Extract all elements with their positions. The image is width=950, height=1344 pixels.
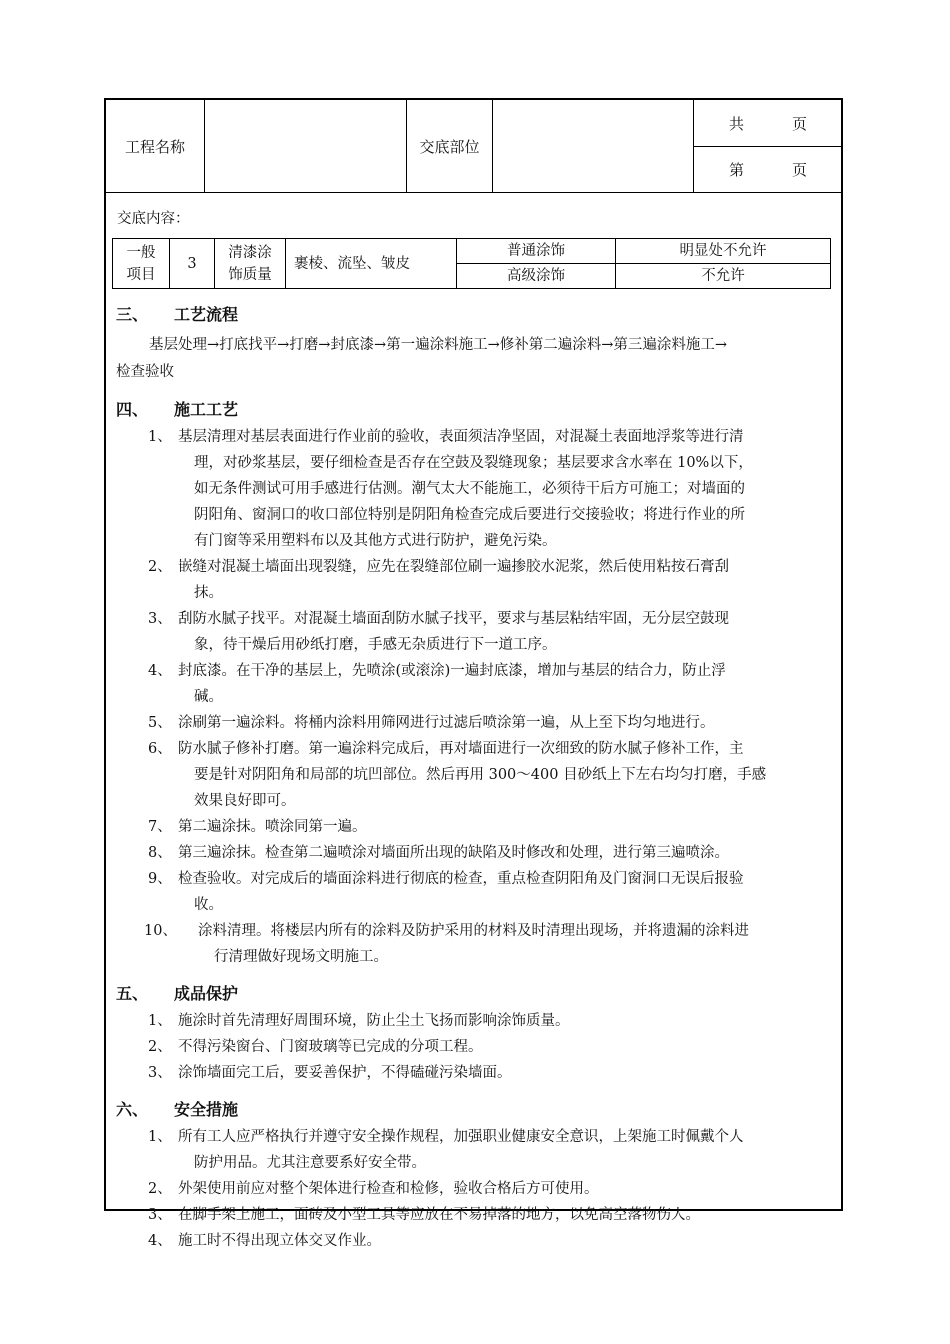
list-item-line: 防水腻子修补打磨。第一遍涂料完成后，再对墙面进行一次细致的防水腻子修补工作，主 — [178, 741, 744, 757]
list-item-line: 理，对砂浆基层，要仔细检查是否存在空鼓及裂缝现象；基层要求含水率在 10%以下， — [194, 455, 753, 471]
list-item-line: 抹。 — [194, 585, 223, 601]
list-item-text — [178, 710, 838, 736]
list-item-number: 2、 — [148, 1039, 172, 1055]
list-item — [116, 1228, 838, 1254]
list-item-line: 检查验收。对完成后的墙面涂料进行彻底的检查，重点检查阴阳角及门窗洞口无误后报验 — [178, 871, 744, 887]
list-item-text — [178, 1008, 838, 1034]
page-label-b: 页 — [792, 160, 808, 179]
list-item — [116, 554, 838, 606]
list-item-number: 3、 — [148, 1207, 172, 1223]
category-line-1: 一般 — [126, 244, 156, 261]
list-item — [116, 424, 838, 554]
grade-high-requirement: 不允许 — [616, 264, 831, 289]
list-item-number: 1、 — [148, 429, 172, 445]
product-protection-list — [116, 1008, 838, 1086]
list-item-number: 5、 — [148, 715, 172, 731]
list-item-line: 施工时不得出现立体交叉作业。 — [178, 1233, 381, 1249]
total-label-a: 共 — [728, 114, 744, 133]
section-6-number: 六、 — [116, 1100, 149, 1119]
list-item-line: 不得污染窗台、门窗玻璃等已完成的分项工程。 — [178, 1039, 483, 1055]
construction-steps-list — [116, 424, 838, 970]
list-item-line: 涂料清理。将楼层内所有的涂料及防护采用的材料及时清理出现场，并将遗漏的涂料进 — [198, 923, 749, 939]
list-item-text — [178, 1034, 838, 1060]
list-item-line: 如无条件测试可用手感进行估测。潮气太大不能施工，必须待干后方可施工；对墙面的 — [194, 481, 745, 497]
section-3-heading — [116, 301, 838, 329]
category-cell — [113, 239, 170, 289]
list-item-line: 要是针对阴阳角和局部的坑凹部位。然后再用 300～400 目砂纸上下左右均匀打磨，手感 — [194, 767, 767, 783]
safety-measures-list — [116, 1124, 838, 1254]
list-item-number: 6、 — [148, 741, 172, 757]
list-item-line: 第二遍涂抹。喷涂同第一遍。 — [178, 819, 367, 835]
list-item-line: 外架使用前应对整个架体进行检查和检修，验收合格后方可使用。 — [178, 1181, 599, 1197]
list-item-line: 嵌缝对混凝土墙面出现裂缝，应先在裂缝部位刷一遍掺胶水泥浆，然后使用粘按石膏刮 — [178, 559, 729, 575]
quality-item-table — [112, 238, 831, 289]
total-label-b: 页 — [792, 114, 808, 133]
section-5-number: 五、 — [116, 984, 149, 1003]
list-item-number: 9、 — [148, 871, 172, 887]
list-item-number: 3、 — [148, 611, 172, 627]
current-page — [693, 146, 843, 192]
location-label: 交底部位 — [407, 100, 493, 192]
list-item-text — [178, 1202, 838, 1228]
list-item-number: 3、 — [148, 1065, 172, 1081]
list-item-line: 收。 — [194, 897, 223, 913]
list-item — [116, 866, 838, 918]
list-item-number: 4、 — [148, 1233, 172, 1249]
content-label: 交底内容： — [117, 211, 190, 227]
list-item — [116, 606, 838, 658]
process-flow-line-1: 基层处理→打底找平→打磨→封底漆→第一遍涂料施工→修补第二遍涂料→第三遍涂料施工→ — [149, 337, 728, 353]
list-item — [116, 710, 838, 736]
location-value — [493, 100, 694, 192]
list-item — [116, 1060, 838, 1086]
list-item-line: 涂饰墙面完工后，要妥善保护，不得磕碰污染墙面。 — [178, 1065, 512, 1081]
project-name-label: 工程名称 — [106, 100, 205, 192]
grade-normal-requirement: 明显处不允许 — [616, 239, 831, 264]
list-item-text — [178, 606, 838, 658]
list-item-number: 1、 — [148, 1129, 172, 1145]
category-line-2: 项目 — [126, 266, 156, 283]
list-item-text — [178, 554, 838, 606]
list-item-line: 封底漆。在干净的基层上，先喷涂(或滚涂)一遍封底漆，增加与基层的结合力，防止浮 — [178, 663, 726, 679]
list-item — [116, 918, 838, 970]
item-cell — [215, 239, 286, 289]
list-item-number: 2、 — [148, 1181, 172, 1197]
list-item-number: 1、 — [148, 1013, 172, 1029]
list-item-number: 7、 — [148, 819, 172, 835]
process-flow-line-2: 检查验收 — [116, 364, 174, 380]
section-4-heading — [116, 396, 838, 424]
list-item-number: 10、 — [144, 923, 177, 939]
list-item-line: 刮防水腻子找平。对混凝土墙面刮防水腻子找平，要求与基层粘结牢固，无分层空鼓现 — [178, 611, 729, 627]
list-item-line: 在脚手架上施工，面砖及小型工具等应放在不易掉落的地方，以免高空落物伤人。 — [178, 1207, 700, 1223]
list-item-line: 有门窗等采用塑料布以及其他方式进行防护，避免污染。 — [194, 533, 557, 549]
project-name-value — [205, 100, 407, 192]
list-item-text — [178, 424, 838, 554]
list-item-line: 象，待干燥后用砂纸打磨，手感无杂质进行下一道工序。 — [194, 637, 557, 653]
header-row — [106, 100, 841, 193]
list-item-number: 8、 — [148, 845, 172, 861]
section-6-title: 安全措施 — [174, 1100, 239, 1119]
section-5-title: 成品保护 — [174, 984, 239, 1003]
section-5-heading — [116, 980, 838, 1008]
list-item-number: 4、 — [148, 663, 172, 679]
list-item-text — [178, 736, 838, 814]
list-item-text — [178, 1228, 838, 1254]
list-item-text — [178, 814, 838, 840]
list-item-line: 施涂时首先清理好周围环境，防止尘土飞扬而影响涂饰质量。 — [178, 1013, 570, 1029]
list-item-line: 第三遍涂抹。检查第二遍喷涂对墙面所出现的缺陷及时修改和处理，进行第三遍喷涂。 — [178, 845, 729, 861]
list-item-line: 行清理做好现场文明施工。 — [214, 949, 388, 965]
list-item — [116, 840, 838, 866]
list-item-text — [178, 866, 838, 918]
page-label-a: 第 — [728, 160, 744, 179]
process-flow — [116, 332, 838, 386]
list-item-number: 2、 — [148, 559, 172, 575]
list-item — [116, 1202, 838, 1228]
body-text — [116, 297, 838, 1254]
index-cell: 3 — [170, 239, 215, 289]
list-item-text — [178, 1124, 838, 1176]
list-item-line: 所有工人应严格执行并遵守安全操作规程，加强职业健康安全意识，上架施工时佩戴个人 — [178, 1129, 744, 1145]
list-item-text — [178, 658, 838, 710]
disclosure-form — [104, 98, 843, 1249]
list-item — [116, 1008, 838, 1034]
grade-normal: 普通涂饰 — [457, 239, 616, 264]
list-item — [116, 736, 838, 814]
grade-high: 高级涂饰 — [457, 264, 616, 289]
section-3-title: 工艺流程 — [174, 305, 239, 324]
item-line-1: 清漆涂 — [228, 244, 272, 261]
list-item-text — [198, 918, 838, 970]
list-item — [116, 1034, 838, 1060]
section-3-number: 三、 — [116, 305, 149, 324]
item-line-2: 饰质量 — [228, 266, 272, 283]
section-4-title: 施工工艺 — [174, 400, 239, 419]
list-item — [116, 1124, 838, 1176]
total-pages — [693, 100, 843, 147]
list-item-line: 基层清理对基层表面进行作业前的验收，表面须洁净坚固，对混凝土表面地浮浆等进行清 — [178, 429, 744, 445]
list-item-line: 涂刷第一遍涂料。将桶内涂料用筛网进行过滤后喷涂第一遍，从上至下均匀地进行。 — [178, 715, 715, 731]
list-item-text — [178, 840, 838, 866]
section-4-number: 四、 — [116, 400, 149, 419]
list-item — [116, 658, 838, 710]
defect-cell: 裹棱、流坠、皱皮 — [286, 239, 457, 289]
list-item-text — [178, 1176, 838, 1202]
list-item-text — [178, 1060, 838, 1086]
section-6-heading — [116, 1096, 838, 1124]
list-item-line: 阴阳角、窗洞口的收口部位特别是阴阳角检查完成后要进行交接验收；将进行作业的所 — [194, 507, 745, 523]
list-item-line: 效果良好即可。 — [194, 793, 296, 809]
list-item-line: 防护用品。尤其注意要系好安全带。 — [194, 1155, 426, 1171]
list-item — [116, 814, 838, 840]
list-item-line: 碱。 — [194, 689, 223, 705]
list-item — [116, 1176, 838, 1202]
